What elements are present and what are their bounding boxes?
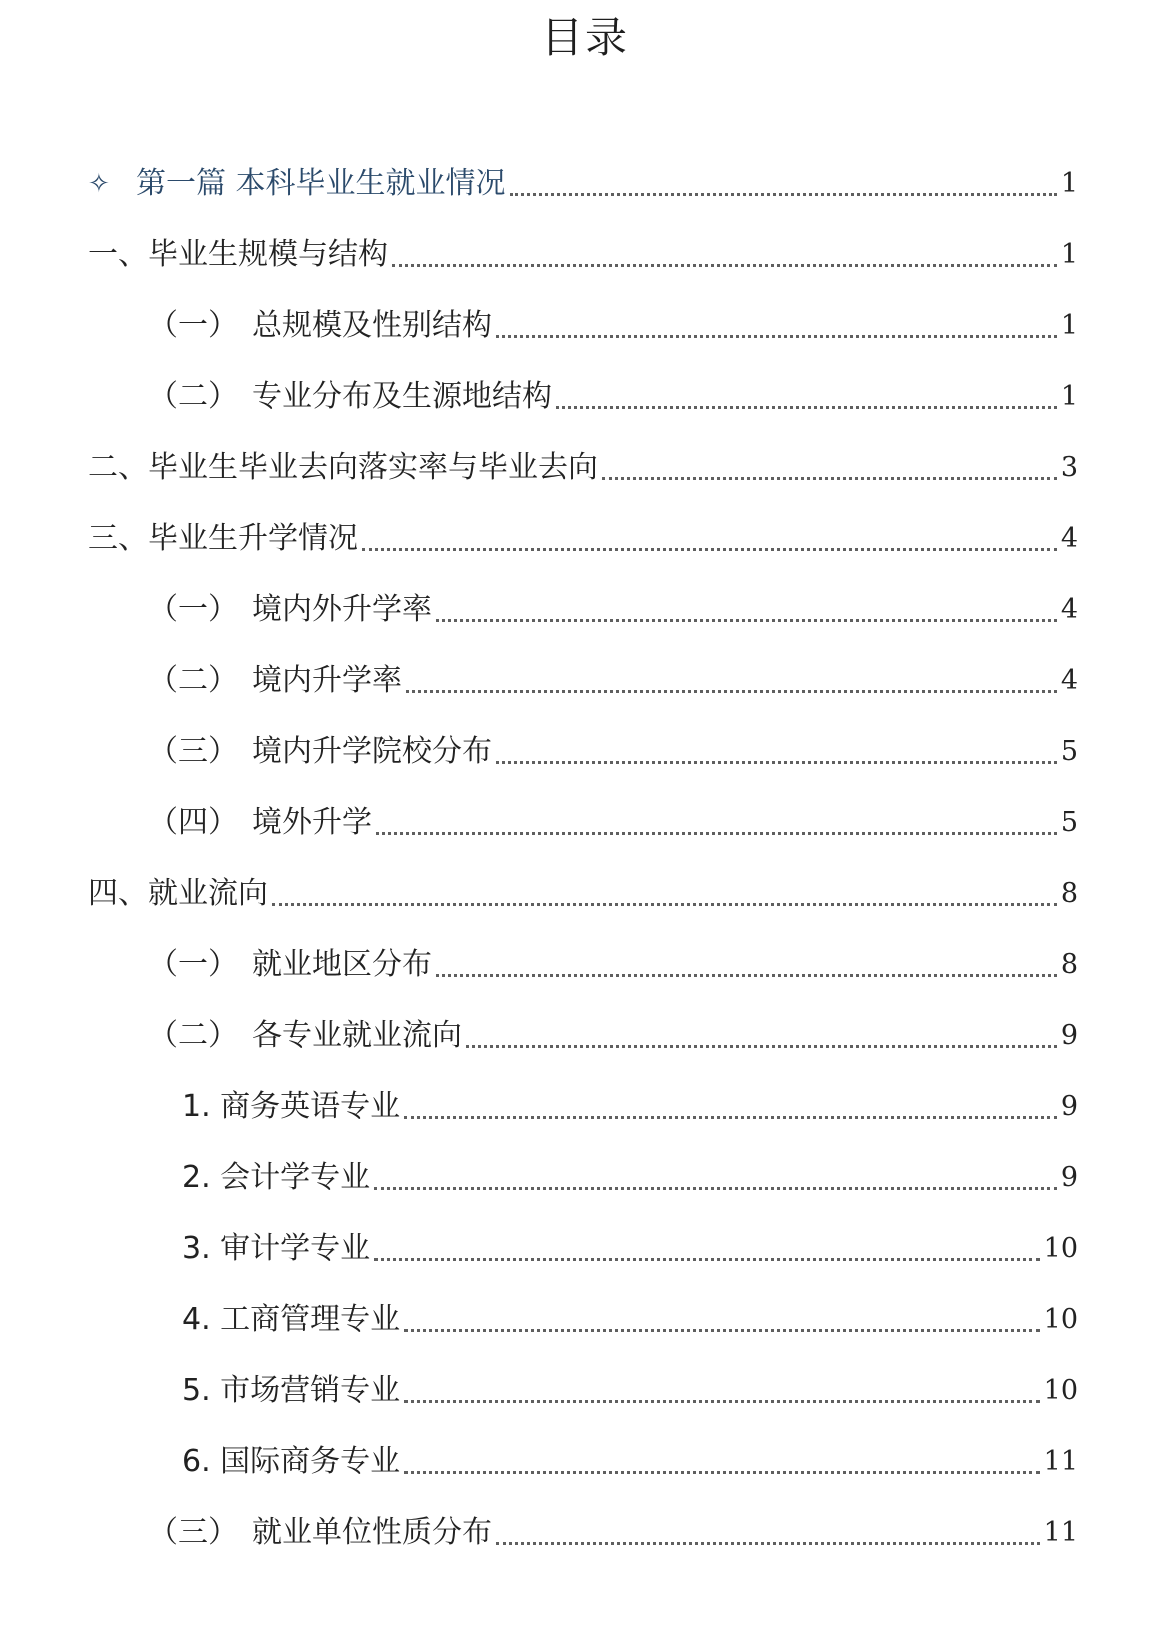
toc-leader <box>404 1086 1057 1119</box>
toc-leader <box>392 234 1057 267</box>
toc-entry-number: （二） <box>148 379 238 414</box>
page-title: 目录 <box>540 13 629 62</box>
toc-entry-page: 4 <box>1060 523 1078 554</box>
toc-entry-label: 第一篇 本科毕业生就业情况 <box>136 166 506 201</box>
toc-entry-page: 3 <box>1060 452 1078 483</box>
toc-entry-page: 4 <box>1060 594 1078 625</box>
toc-entry-label: 就业地区分布 <box>252 947 432 982</box>
toc-entry-page: 8 <box>1060 878 1078 909</box>
toc-leader <box>404 1370 1039 1403</box>
toc-leader <box>496 731 1057 764</box>
toc-leader <box>376 802 1057 835</box>
toc-leader <box>406 660 1057 693</box>
toc-entry[interactable] <box>182 1083 1078 1127</box>
toc-entry[interactable] <box>182 1296 1078 1340</box>
toc-entry-page: 10 <box>1043 1304 1078 1335</box>
toc-entry-label: 2. 会计学专业 <box>182 1160 371 1195</box>
toc-entry-label: 就业单位性质分布 <box>252 1515 492 1550</box>
sparkle-icon: ✧ <box>88 169 110 199</box>
toc-entry[interactable] <box>88 515 1078 559</box>
toc-entry-number: （一） <box>148 308 238 343</box>
toc-entry[interactable] <box>148 302 1078 346</box>
toc-entry[interactable] <box>88 231 1078 275</box>
toc-entry-number: （二） <box>148 663 238 698</box>
toc-entry-label: 6. 国际商务专业 <box>182 1444 401 1479</box>
toc-entry-label: 各专业就业流向 <box>252 1018 462 1053</box>
toc-entry-label: 总规模及性别结构 <box>252 308 492 343</box>
toc-leader <box>602 447 1057 480</box>
toc-entry[interactable] <box>88 870 1078 914</box>
toc-entry[interactable] <box>148 799 1078 843</box>
toc-leader <box>362 518 1057 551</box>
toc-entry-label: 境内升学率 <box>252 663 402 698</box>
toc-entry-label: 5. 市场营销专业 <box>182 1373 401 1408</box>
toc-leader <box>510 163 1057 196</box>
toc-entry[interactable] <box>148 1509 1078 1553</box>
toc-entry-label: 4. 工商管理专业 <box>182 1302 401 1337</box>
toc-leader <box>496 1512 1040 1545</box>
toc-entry-label: 1. 商务英语专业 <box>182 1089 401 1124</box>
toc-entry-page: 8 <box>1060 949 1078 980</box>
toc-entry[interactable] <box>182 1367 1078 1411</box>
toc-entry-label: 一、毕业生规模与结构 <box>88 237 388 272</box>
toc-entry-page: 9 <box>1060 1162 1078 1193</box>
toc-entry-page: 10 <box>1043 1375 1078 1406</box>
toc-leader <box>272 873 1057 906</box>
toc-entry[interactable] <box>148 728 1078 772</box>
toc-entry-page: 1 <box>1060 239 1078 270</box>
toc-entry-label: 三、毕业生升学情况 <box>88 521 358 556</box>
toc-leader <box>374 1228 1039 1261</box>
toc-entry[interactable] <box>88 444 1078 488</box>
toc-leader <box>466 1015 1057 1048</box>
toc-leader <box>496 305 1057 338</box>
toc-entry-part-1[interactable] <box>88 160 1078 204</box>
toc-entry[interactable] <box>148 657 1078 701</box>
toc-entry-page: 1 <box>1060 310 1078 341</box>
toc-entry-label: 四、就业流向 <box>88 876 268 911</box>
toc-entry-label: 3. 审计学专业 <box>182 1231 371 1266</box>
toc-entry-label: 境内外升学率 <box>252 592 432 627</box>
toc-leader <box>436 589 1057 622</box>
toc-entry[interactable] <box>182 1225 1078 1269</box>
toc-entry-page: 1 <box>1060 381 1078 412</box>
toc-entry-page: 9 <box>1060 1020 1078 1051</box>
toc-entry-number: （二） <box>148 1018 238 1053</box>
toc-leader <box>436 944 1057 977</box>
toc-entry[interactable] <box>148 941 1078 985</box>
toc-entry-number: （三） <box>148 1515 238 1550</box>
toc-entry-page: 1 <box>1060 168 1078 199</box>
toc-entry-page: 4 <box>1060 665 1078 696</box>
toc-entry-page: 9 <box>1060 1091 1078 1122</box>
toc-entry-label: 境内升学院校分布 <box>252 734 492 769</box>
toc-entry-page: 11 <box>1043 1517 1078 1548</box>
toc-entry[interactable] <box>148 373 1078 417</box>
toc-entry[interactable] <box>182 1438 1078 1482</box>
toc-entry-number: （四） <box>148 805 238 840</box>
toc-leader <box>556 376 1057 409</box>
toc-leader <box>404 1441 1039 1474</box>
toc-entry-number: （一） <box>148 592 238 627</box>
toc-entry-number: （一） <box>148 947 238 982</box>
toc-entry-page: 5 <box>1060 736 1078 767</box>
toc-entry[interactable] <box>148 1012 1078 1056</box>
toc-entry-page: 10 <box>1043 1233 1078 1264</box>
toc-entry[interactable] <box>182 1154 1078 1198</box>
toc-entry-page: 5 <box>1060 807 1078 838</box>
toc-leader <box>404 1299 1039 1332</box>
toc-entry-page: 11 <box>1043 1446 1078 1477</box>
toc-entry-number: （三） <box>148 734 238 769</box>
toc-entry[interactable] <box>148 586 1078 630</box>
toc-entry-label: 专业分布及生源地结构 <box>252 379 552 414</box>
toc-entry-label: 二、毕业生毕业去向落实率与毕业去向 <box>88 450 598 485</box>
toc-leader <box>374 1157 1057 1190</box>
toc-entry-label: 境外升学 <box>252 805 372 840</box>
